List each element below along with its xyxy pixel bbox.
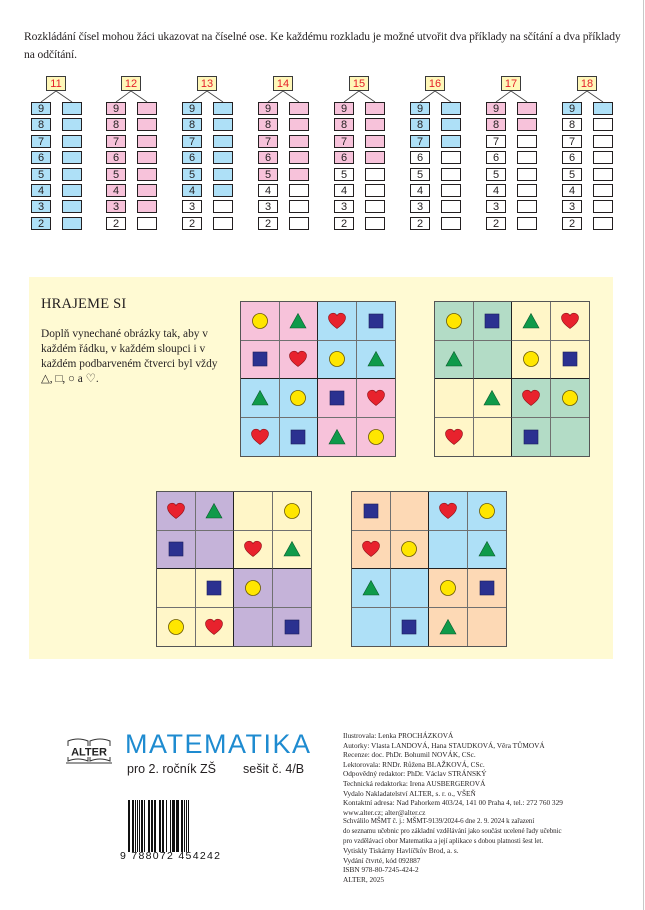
answer-cell[interactable] xyxy=(365,168,385,181)
addend-cell: 9 xyxy=(334,102,354,115)
answer-cell[interactable] xyxy=(213,151,233,164)
square-icon xyxy=(361,501,381,521)
book-volume: sešit č. 4/B xyxy=(243,762,305,776)
circle-icon xyxy=(243,578,263,598)
barcode-bars xyxy=(128,800,225,852)
answer-cell[interactable] xyxy=(213,102,233,115)
addend-cell: 4 xyxy=(258,184,278,197)
answer-cell[interactable] xyxy=(213,184,233,197)
square-icon xyxy=(521,427,541,447)
addend-cell: 2 xyxy=(182,217,202,230)
empty-grid-cell[interactable] xyxy=(468,608,507,647)
imprint-line: Lektorovala: RNDr. Růžena BLAŽKOVÁ, CSc. xyxy=(343,759,485,769)
alter-logo xyxy=(64,735,114,765)
decomposition-column xyxy=(334,76,394,236)
answer-cell[interactable] xyxy=(441,168,461,181)
addend-cell: 3 xyxy=(562,200,582,213)
puzzle-grid xyxy=(240,301,396,457)
answer-cell[interactable] xyxy=(517,184,537,197)
addend-cell: 6 xyxy=(486,151,506,164)
answer-cell[interactable] xyxy=(593,135,613,148)
answer-cell[interactable] xyxy=(365,102,385,115)
heart-icon xyxy=(560,311,580,331)
barcode-bar xyxy=(189,800,191,852)
barcode xyxy=(118,800,228,862)
empty-grid-cell[interactable] xyxy=(429,531,468,570)
circle-icon xyxy=(560,388,580,408)
answer-cell[interactable] xyxy=(365,118,385,131)
grid-cell xyxy=(318,341,357,380)
decomposition-column xyxy=(258,76,318,236)
addend-cell: 6 xyxy=(334,151,354,164)
page-edge-line xyxy=(643,0,644,910)
imprint-line: Autorky: Vlasta LANDOVÁ, Hana STAUDKOVÁ, Věra TŮMOVÁ xyxy=(343,740,545,750)
answer-cell[interactable] xyxy=(289,135,309,148)
grid-cell xyxy=(157,492,196,531)
imprint-line: Kontaktní adresa: Nad Pahorkem 403/24, 141 00 Praha 4, tel.: 272 760 329 xyxy=(343,798,563,808)
answer-cell[interactable] xyxy=(62,151,82,164)
square-icon xyxy=(288,427,308,447)
puzzle-grid xyxy=(434,301,590,457)
answer-cell[interactable] xyxy=(441,217,461,230)
answer-cell[interactable] xyxy=(365,184,385,197)
addend-cell: 6 xyxy=(410,151,430,164)
heart-icon xyxy=(444,427,464,447)
circle-icon xyxy=(166,617,186,637)
empty-grid-cell[interactable] xyxy=(352,608,391,647)
grid-cell xyxy=(357,379,396,418)
grid-cell xyxy=(241,341,280,380)
imprint-line: do seznamu učebnic pro základní vzdělávání jako součást ucelené řady učebnic xyxy=(343,826,562,835)
imprint-line: Odpovědný redaktor: PhDr. Václav STRÁNSKÝ xyxy=(343,769,487,779)
book-title: MATEMATIKA xyxy=(125,729,312,759)
answer-cell[interactable] xyxy=(517,102,537,115)
addend-cell: 2 xyxy=(258,217,278,230)
grid-cell xyxy=(241,379,280,418)
circle-icon xyxy=(288,388,308,408)
grid-cell xyxy=(157,531,196,570)
circle-icon xyxy=(327,349,347,369)
grid-cell xyxy=(512,379,551,418)
addend-cell: 4 xyxy=(106,184,126,197)
square-icon xyxy=(327,388,347,408)
addend-cell: 5 xyxy=(182,168,202,181)
square-icon xyxy=(166,539,186,559)
addend-cell: 9 xyxy=(562,102,582,115)
game-title: HRAJEME SI xyxy=(41,296,127,312)
answer-cell[interactable] xyxy=(137,200,157,213)
grid-cell xyxy=(273,608,312,647)
addend-cell: 8 xyxy=(182,118,202,131)
total-number: 12 xyxy=(121,76,141,91)
answer-cell[interactable] xyxy=(289,102,309,115)
answer-cell[interactable] xyxy=(593,118,613,131)
answer-cell[interactable] xyxy=(517,118,537,131)
circle-icon xyxy=(438,578,458,598)
total-number: 17 xyxy=(501,76,521,91)
addend-cell: 6 xyxy=(562,151,582,164)
grid-cell xyxy=(435,341,474,380)
answer-cell[interactable] xyxy=(213,217,233,230)
square-icon xyxy=(282,617,302,637)
addend-cell: 9 xyxy=(31,102,51,115)
addend-cell: 9 xyxy=(182,102,202,115)
decomposition-column xyxy=(410,76,470,236)
answer-cell[interactable] xyxy=(441,151,461,164)
decomposition-column xyxy=(562,76,622,236)
grid-cell xyxy=(280,341,319,380)
addend-cell: 8 xyxy=(410,118,430,131)
answer-cell[interactable] xyxy=(593,200,613,213)
answer-cell[interactable] xyxy=(289,184,309,197)
addend-cell: 8 xyxy=(562,118,582,131)
answer-cell[interactable] xyxy=(517,168,537,181)
addend-cell: 6 xyxy=(182,151,202,164)
square-icon xyxy=(399,617,419,637)
addend-cell: 6 xyxy=(106,151,126,164)
total-number: 11 xyxy=(46,76,66,91)
addend-cell: 8 xyxy=(31,118,51,131)
imprint-line: www.alter.cz; alter@alter.cz xyxy=(343,807,426,817)
circle-icon xyxy=(366,427,386,447)
addend-cell: 2 xyxy=(334,217,354,230)
grid-cell xyxy=(280,302,319,341)
addend-cell: 5 xyxy=(410,168,430,181)
square-icon xyxy=(366,311,386,331)
grid-cell xyxy=(357,302,396,341)
grid-cell xyxy=(391,531,430,570)
empty-grid-cell[interactable] xyxy=(391,569,430,608)
addend-cell: 9 xyxy=(410,102,430,115)
addend-cell: 5 xyxy=(31,168,51,181)
addend-cell: 7 xyxy=(486,135,506,148)
answer-cell[interactable] xyxy=(213,168,233,181)
imprint-line: Schválilo MŠMT č. j.: MŠMT-9139/2024-6 dne 2. 9. 2024 k zařazení xyxy=(343,817,535,826)
grid-cell xyxy=(474,302,513,341)
answer-cell[interactable] xyxy=(441,102,461,115)
answer-cell[interactable] xyxy=(593,184,613,197)
addend-cell: 9 xyxy=(106,102,126,115)
addend-cell: 5 xyxy=(258,168,278,181)
heart-icon xyxy=(204,617,224,637)
answer-cell[interactable] xyxy=(289,200,309,213)
addend-cell: 9 xyxy=(258,102,278,115)
heart-icon xyxy=(243,539,263,559)
answer-cell[interactable] xyxy=(137,118,157,131)
answer-cell[interactable] xyxy=(289,168,309,181)
addend-cell: 2 xyxy=(562,217,582,230)
grid-cell xyxy=(157,608,196,647)
answer-cell[interactable] xyxy=(365,135,385,148)
answer-cell[interactable] xyxy=(517,200,537,213)
imprint-line: Recenze: doc. PhDr. Bohumil NOVÁK, CSc. xyxy=(343,750,476,760)
addend-cell: 7 xyxy=(258,135,278,148)
imprint-line: Ilustrovala: Lenka PROCHÁZKOVÁ xyxy=(343,731,454,740)
grid-cell xyxy=(468,569,507,608)
addend-cell: 7 xyxy=(410,135,430,148)
triangle-icon xyxy=(288,311,308,331)
answer-cell[interactable] xyxy=(137,151,157,164)
addend-cell: 6 xyxy=(258,151,278,164)
square-icon xyxy=(477,578,497,598)
addend-cell: 2 xyxy=(31,217,51,230)
triangle-icon xyxy=(477,539,497,559)
answer-cell[interactable] xyxy=(365,151,385,164)
answer-cell[interactable] xyxy=(441,135,461,148)
grid-cell xyxy=(429,608,468,647)
heart-icon xyxy=(361,539,381,559)
empty-grid-cell[interactable] xyxy=(435,379,474,418)
triangle-icon xyxy=(361,578,381,598)
addend-cell: 3 xyxy=(182,200,202,213)
addend-cell: 7 xyxy=(106,135,126,148)
addend-cell: 7 xyxy=(562,135,582,148)
addend-cell: 5 xyxy=(486,168,506,181)
answer-cell[interactable] xyxy=(593,168,613,181)
grid-cell xyxy=(435,302,474,341)
answer-cell[interactable] xyxy=(441,200,461,213)
addend-cell: 4 xyxy=(410,184,430,197)
heart-icon xyxy=(288,349,308,369)
addend-cell: 6 xyxy=(31,151,51,164)
answer-cell[interactable] xyxy=(137,168,157,181)
grid-cell xyxy=(391,608,430,647)
grid-cell xyxy=(429,569,468,608)
grid-cell xyxy=(241,418,280,457)
answer-cell[interactable] xyxy=(289,217,309,230)
total-number: 14 xyxy=(273,76,293,91)
addend-cell: 3 xyxy=(31,200,51,213)
grid-cell xyxy=(435,418,474,457)
answer-cell[interactable] xyxy=(365,217,385,230)
total-number: 13 xyxy=(197,76,217,91)
grid-cell xyxy=(512,302,551,341)
grid-cell xyxy=(280,418,319,457)
addend-cell: 3 xyxy=(106,200,126,213)
heart-icon xyxy=(366,388,386,408)
answer-cell[interactable] xyxy=(137,135,157,148)
grid-cell xyxy=(352,531,391,570)
decomposition-column xyxy=(31,76,91,236)
square-icon xyxy=(204,578,224,598)
addend-cell: 4 xyxy=(31,184,51,197)
imprint-line: Vydání čtvrté, kód 092887 xyxy=(343,855,421,865)
answer-cell[interactable] xyxy=(289,118,309,131)
grid-cell xyxy=(273,531,312,570)
empty-grid-cell[interactable] xyxy=(157,569,196,608)
answer-cell[interactable] xyxy=(517,151,537,164)
empty-grid-cell[interactable] xyxy=(551,418,590,457)
answer-cell[interactable] xyxy=(213,200,233,213)
grid-cell xyxy=(234,569,273,608)
grid-cell xyxy=(468,531,507,570)
triangle-icon xyxy=(482,388,502,408)
grid-cell xyxy=(318,379,357,418)
answer-cell[interactable] xyxy=(62,168,82,181)
total-number: 16 xyxy=(425,76,445,91)
triangle-icon xyxy=(366,349,386,369)
intro-text: Rozkládání čísel mohou žáci ukazovat na číselné ose. Ke každému rozkladu je možné utvořit dva příklady na sčítání a dva příklady na odčítání. xyxy=(24,30,621,61)
answer-cell[interactable] xyxy=(593,151,613,164)
answer-cell[interactable] xyxy=(137,102,157,115)
decomposition-column xyxy=(182,76,242,236)
logo-text: ALTER xyxy=(71,746,107,759)
grid-cell xyxy=(273,492,312,531)
answer-cell[interactable] xyxy=(62,184,82,197)
grid-cell xyxy=(512,418,551,457)
square-icon xyxy=(560,349,580,369)
answer-cell[interactable] xyxy=(441,118,461,131)
grid-cell xyxy=(357,418,396,457)
grid-cell xyxy=(241,302,280,341)
addend-cell: 5 xyxy=(562,168,582,181)
circle-icon xyxy=(444,311,464,331)
grid-cell xyxy=(551,379,590,418)
addend-cell: 5 xyxy=(106,168,126,181)
triangle-icon xyxy=(250,388,270,408)
book-logo-icon xyxy=(64,735,114,765)
triangle-icon xyxy=(521,311,541,331)
addend-cell: 3 xyxy=(486,200,506,213)
triangle-icon xyxy=(282,539,302,559)
addend-cell: 8 xyxy=(106,118,126,131)
decomposition-column xyxy=(106,76,166,236)
answer-cell[interactable] xyxy=(137,184,157,197)
total-number: 18 xyxy=(577,76,597,91)
empty-grid-cell[interactable] xyxy=(474,341,513,380)
grid-cell xyxy=(280,379,319,418)
answer-cell[interactable] xyxy=(289,151,309,164)
decomposition-column xyxy=(486,76,546,236)
addend-cell: 2 xyxy=(486,217,506,230)
answer-cell[interactable] xyxy=(62,217,82,230)
game-instructions: Doplň vynechané obrázky tak, aby v každém řádku, v každém sloupci i v každém podbarveném čtverci byl vždy △, □, ○ a ♡. xyxy=(41,328,218,385)
grid-cell xyxy=(196,569,235,608)
grid-cell xyxy=(318,418,357,457)
circle-icon xyxy=(250,311,270,331)
grid-cell xyxy=(196,492,235,531)
empty-grid-cell[interactable] xyxy=(196,531,235,570)
square-icon xyxy=(250,349,270,369)
grid-cell xyxy=(352,492,391,531)
addend-cell: 7 xyxy=(334,135,354,148)
triangle-icon xyxy=(327,427,347,447)
grid-cell xyxy=(551,302,590,341)
answer-cell[interactable] xyxy=(593,102,613,115)
addend-cell: 7 xyxy=(31,135,51,148)
addend-cell: 8 xyxy=(486,118,506,131)
grid-cell xyxy=(196,608,235,647)
imprint xyxy=(343,731,583,885)
triangle-icon xyxy=(444,349,464,369)
addend-cell: 3 xyxy=(258,200,278,213)
square-icon xyxy=(482,311,502,331)
heart-icon xyxy=(438,501,458,521)
triangle-icon xyxy=(204,501,224,521)
addend-cell: 8 xyxy=(334,118,354,131)
imprint-line: ISBN 978-80-7245-424-2 xyxy=(343,865,419,875)
circle-icon xyxy=(477,501,497,521)
empty-grid-cell[interactable] xyxy=(234,492,273,531)
answer-cell[interactable] xyxy=(137,217,157,230)
grid-cell xyxy=(468,492,507,531)
answer-cell[interactable] xyxy=(62,118,82,131)
addend-cell: 2 xyxy=(410,217,430,230)
puzzle-grid xyxy=(351,491,507,647)
circle-icon xyxy=(399,539,419,559)
empty-grid-cell[interactable] xyxy=(391,492,430,531)
answer-cell[interactable] xyxy=(517,217,537,230)
imprint-line: ALTER, 2025 xyxy=(343,874,385,884)
addend-cell: 2 xyxy=(106,217,126,230)
imprint-line: Technická redaktorka: Irena AUSBERGEROVÁ xyxy=(343,778,486,788)
grid-cell xyxy=(357,341,396,380)
addend-cell: 3 xyxy=(410,200,430,213)
empty-grid-cell[interactable] xyxy=(273,569,312,608)
answer-cell[interactable] xyxy=(441,184,461,197)
answer-cell[interactable] xyxy=(62,135,82,148)
addend-cell: 4 xyxy=(334,184,354,197)
heart-icon xyxy=(250,427,270,447)
total-number: 15 xyxy=(349,76,369,91)
answer-cell[interactable] xyxy=(62,102,82,115)
heart-icon xyxy=(521,388,541,408)
circle-icon xyxy=(521,349,541,369)
imprint-line: Vytiskly Tiskárny Havlíčkův Brod, a. s. xyxy=(343,846,459,856)
addend-cell: 4 xyxy=(182,184,202,197)
grid-cell xyxy=(234,531,273,570)
answer-cell[interactable] xyxy=(517,135,537,148)
imprint-line: Vydalo Nakladatelství ALTER, s. r. o., VŠEŇ xyxy=(343,788,476,798)
grid-cell xyxy=(429,492,468,531)
grid-cell xyxy=(474,379,513,418)
answer-cell[interactable] xyxy=(62,200,82,213)
book-subtitle: pro 2. ročník ZŠ xyxy=(127,762,216,776)
addend-cell: 4 xyxy=(486,184,506,197)
answer-cell[interactable] xyxy=(593,217,613,230)
empty-grid-cell[interactable] xyxy=(234,608,273,647)
addend-cell: 7 xyxy=(182,135,202,148)
answer-cell[interactable] xyxy=(213,118,233,131)
circle-icon xyxy=(282,501,302,521)
barcode-number: 9 788072 454242 xyxy=(120,850,222,862)
grid-cell xyxy=(551,341,590,380)
addend-cell: 9 xyxy=(486,102,506,115)
triangle-icon xyxy=(438,617,458,637)
answer-cell[interactable] xyxy=(365,200,385,213)
puzzle-grid xyxy=(156,491,312,647)
addend-cell: 3 xyxy=(334,200,354,213)
empty-grid-cell[interactable] xyxy=(474,418,513,457)
grid-cell xyxy=(318,302,357,341)
heart-icon xyxy=(327,311,347,331)
addend-cell: 5 xyxy=(334,168,354,181)
grid-cell xyxy=(512,341,551,380)
addend-cell: 4 xyxy=(562,184,582,197)
heart-icon xyxy=(166,501,186,521)
answer-cell[interactable] xyxy=(213,135,233,148)
grid-cell xyxy=(352,569,391,608)
imprint-line: pro vzdělávací obor Matematika a její aplikace s dobou platnosti šest let. xyxy=(343,836,544,845)
addend-cell: 8 xyxy=(258,118,278,131)
